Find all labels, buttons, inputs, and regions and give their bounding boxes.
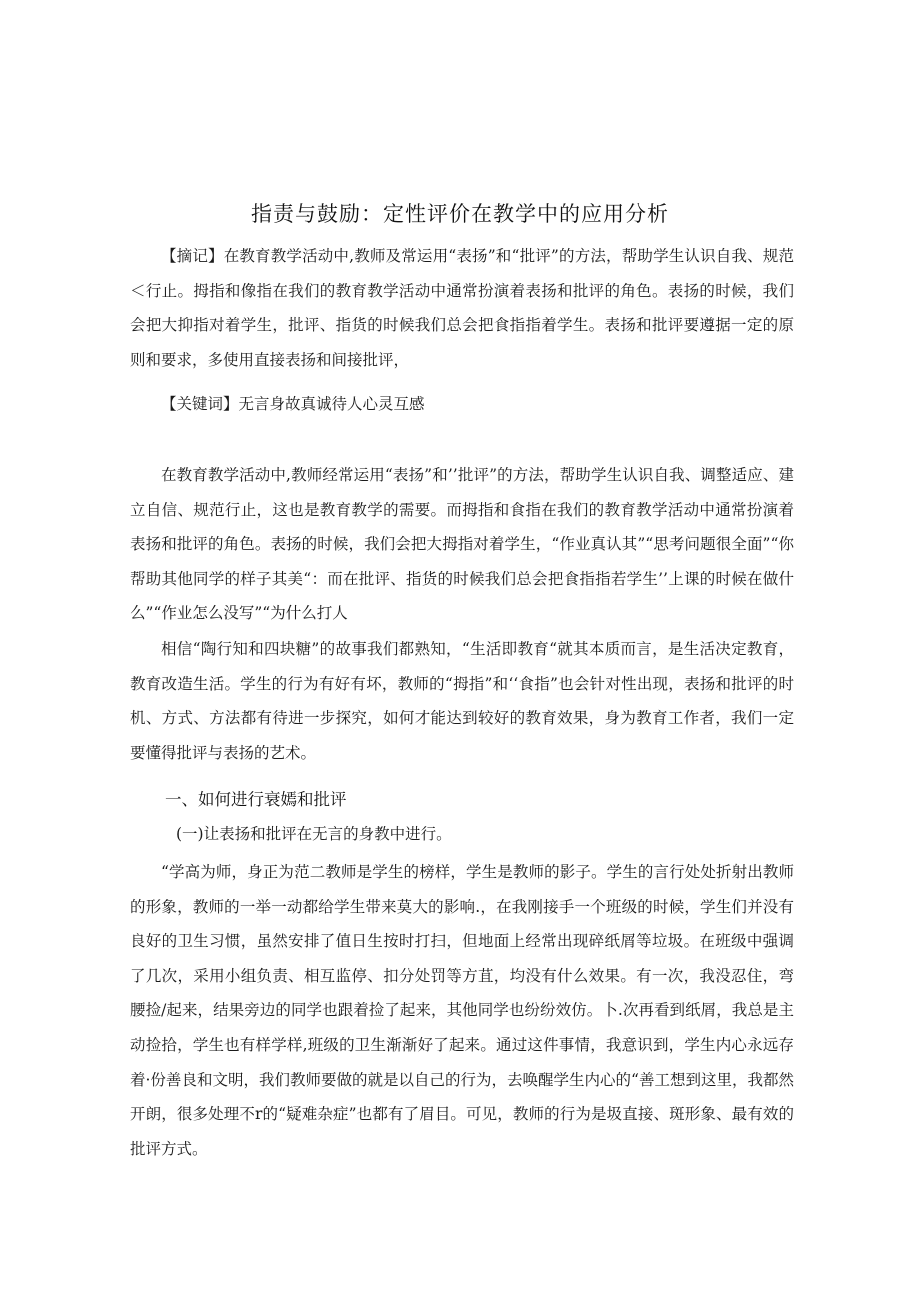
keywords-paragraph: 【关键词】无言身故真诚待人心灵互感	[161, 395, 425, 413]
document-title: 指责与鼓励：定性评价在教学中的应用分析	[251, 202, 669, 226]
body-paragraph-1: “学高为师，身正为范二教师是学生的榜样，学生是教师的影子。学生的言行处处折射出教师的形象，教师的一举一动都给学生带来莫大的影响.，在我刚接手一个班级的时候，学生们并没有良好的卫生习惯，虽然安排了值日生按时打扫，但地面上经常出现碎纸屑等垃圾。在班级中强调了几次，采用小组负责、相互监停、扣分处罚等方苴，均没有什么效果。有一次，我没忍住，弯腰捡/起来，结果旁边的同学也跟着捡了起来，其他同学也纷纷效仿。卜.次再看到纸屑，我总是主动捡拾，学生也有样学样,班级的卫生渐渐好了起来。通过这件事情，我意识到，学生内心永远存着·份善良和文明，我们教师要做的就是以自己的行为，去唤醒学生内心的“善工想到这里，我都然开朗，很多处理不r的“疑难杂症”也都有了眉目。可见，教师的行为是圾直接、斑形象、最有效的批评方式。	[130, 863, 794, 1158]
abstract-paragraph: 【摘记】在教育教学活动中,教师及常运用“表扬”和“批评”的方法，帮助学生认识自我、规范＜行止。拇指和像指在我们的教育教学活动中通常扮演着表扬和批评的角色。表扬的时候，我们会把大抑指对着学生，批评、指货的时候我们总会把食指指着学生。表扬和批评要遵据一定的原则和要求，多使用直接表扬和间接批评，	[130, 247, 794, 369]
section-heading: 一、如何进行衰嫣和批评	[165, 790, 347, 809]
intro-paragraph-2: 相信“陶行知和四块糖”的故事我们都熟知，“生活即教育“就其本质而言，是生活决定教育，教育改造生活。学生的行为有好有坏，教师的“拇指”和‘‘食指”也会针对性出现，表扬和批评的时机、方式、方法都有待进一步探究，如何才能达到较好的教育效果，身为教育工作者，我们一定要懂得批评与表扬的艺术。	[130, 640, 794, 762]
intro-paragraph-1: 在教育教学活动中,教师经常运用“表扬”和’’批评”的方法，帮助学生认识自我、调整适应、建立自信、规范行止，这也是教育教学的需要。而拇指和食指在我们的教育教学活动中通常扮演着表扬和批评的角色。表扬的时候，我们会把大拇指对着学生，“作业真认其”“思考问题很全面”“你帮助其他同学的样子其美“：而在批评、指货的时候我们总会把食指指若学生’’上课的时候在做什么”“作业怎么没写”“为什么打人	[130, 466, 794, 623]
subsection-heading: (一)让表扬和批评在无言的身教中进行。	[176, 825, 452, 843]
